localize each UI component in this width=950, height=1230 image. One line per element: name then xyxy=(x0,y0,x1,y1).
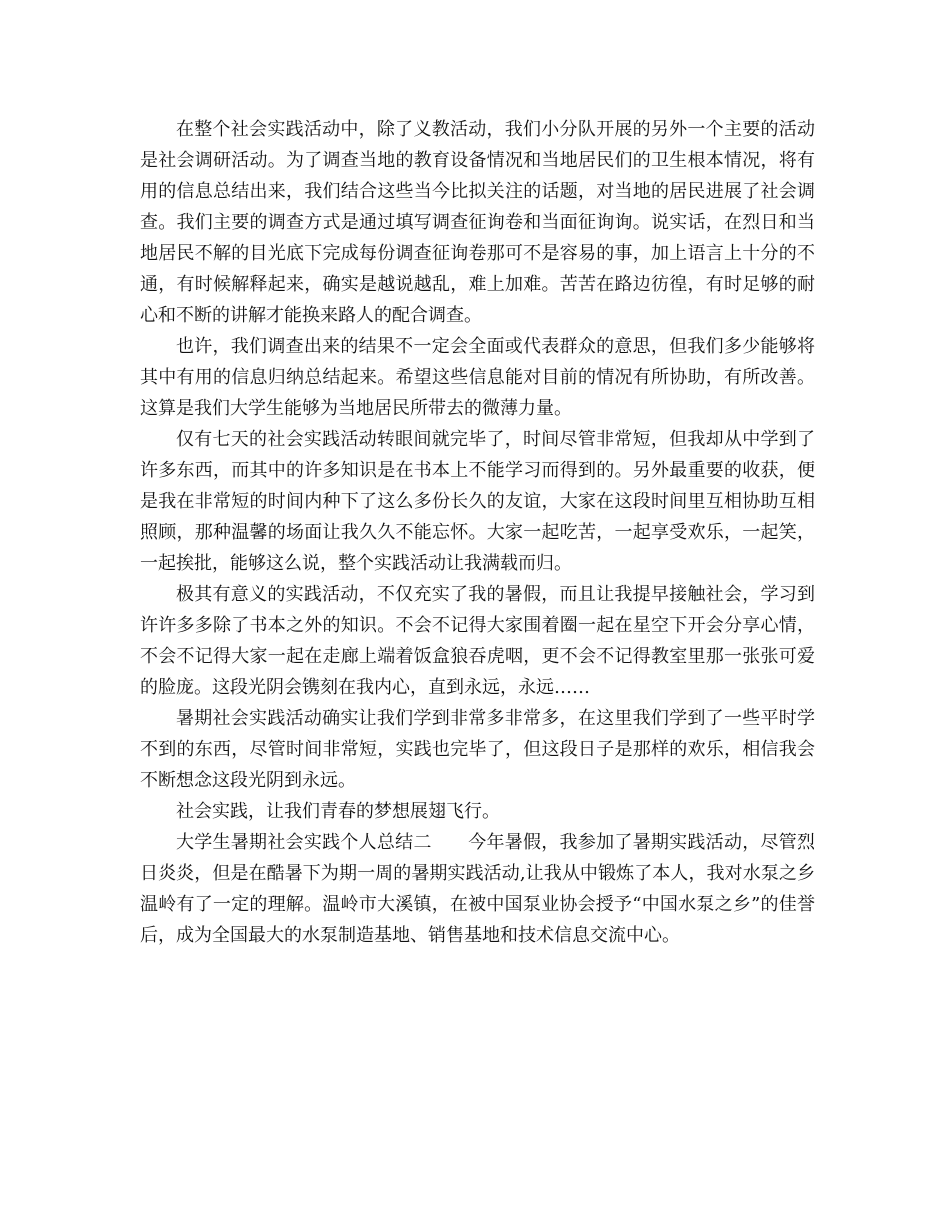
paragraph: 大学生暑期社会实践个人总结二 今年暑假，我参加了暑期实践活动，尽管烈日炎炎，但是在酷暑下为期一周的暑期实践活动,让我从中锻炼了本人，我对水泵之乡温岭有了一定的理解。温岭市大溪镇，在被中国泵业协会授予“中国水泵之乡”的佳誉后，成为全国最大的水泵制造基地、销售基地和技术信息交流中心。 xyxy=(140,832,815,946)
paragraph: 仅有七天的社会实践活动转眼间就完毕了，时间尽管非常短，但我却从中学到了许多东西，而其中的许多知识是在书本上不能学习而得到的。另外最重要的收获，便是我在非常短的时间内种下了这么多份长久的友谊，大家在这段时间里互相协助互相照顾，那种温馨的场面让我久久不能忘怀。大家一起吃苦，一起享受欢乐，一起笑，一起挨批，能够这么说，整个实践活动让我满载而归。 xyxy=(140,429,815,574)
paragraph: 在整个社会实践活动中，除了义教活动，我们小分队开展的另外一个主要的活动是社会调研活动。为了调查当地的教育设备情况和当地居民们的卫生根本情况，将有用的信息总结出来，我们结合这些当今比拟关注的话题，对当地的居民进展了社会调查。我们主要的调查方式是通过填写调查征询卷和当面征询询。说实话，在烈日和当地居民不解的目光底下完成每份调查征询卷那可不是容易的事，加上语言上十分的不通，有时候解释起来，确实是越说越乱，难上加难。苦苦在路边彷徨，有时足够的耐心和不断的讲解才能换来路人的配合调查。 xyxy=(140,119,815,326)
paragraph: 社会实践，让我们青春的梦想展翅飞行。 xyxy=(176,801,500,822)
paragraph: 极其有意义的实践活动，不仅充实了我的暑假，而且让我提早接触社会，学习到许许多多除了书本之外的知识。不会不记得大家围着圈一起在星空下开会分享心情，不会不记得大家一起在走廊上端着饭盒狼吞虎咽，更不会不记得教室里那一张张可爱的脸庞。这段光阴会镌刻在我内心，直到永远，永远…… xyxy=(140,584,815,698)
paragraph: 暑期社会实践活动确实让我们学到非常多非常多，在这里我们学到了一些平时学不到的东西，尽管时间非常短，实践也完毕了，但这段日子是那样的欢乐，相信我会不断想念这段光阴到永远。 xyxy=(140,708,815,791)
document-body xyxy=(140,114,815,951)
paragraph: 也许，我们调查出来的结果不一定会全面或代表群众的意思，但我们多少能够将其中有用的信息归纳总结起来。希望这些信息能对目前的情况有所协助，有所改善。这算是我们大学生能够为当地居民所带去的微薄力量。 xyxy=(140,336,815,419)
